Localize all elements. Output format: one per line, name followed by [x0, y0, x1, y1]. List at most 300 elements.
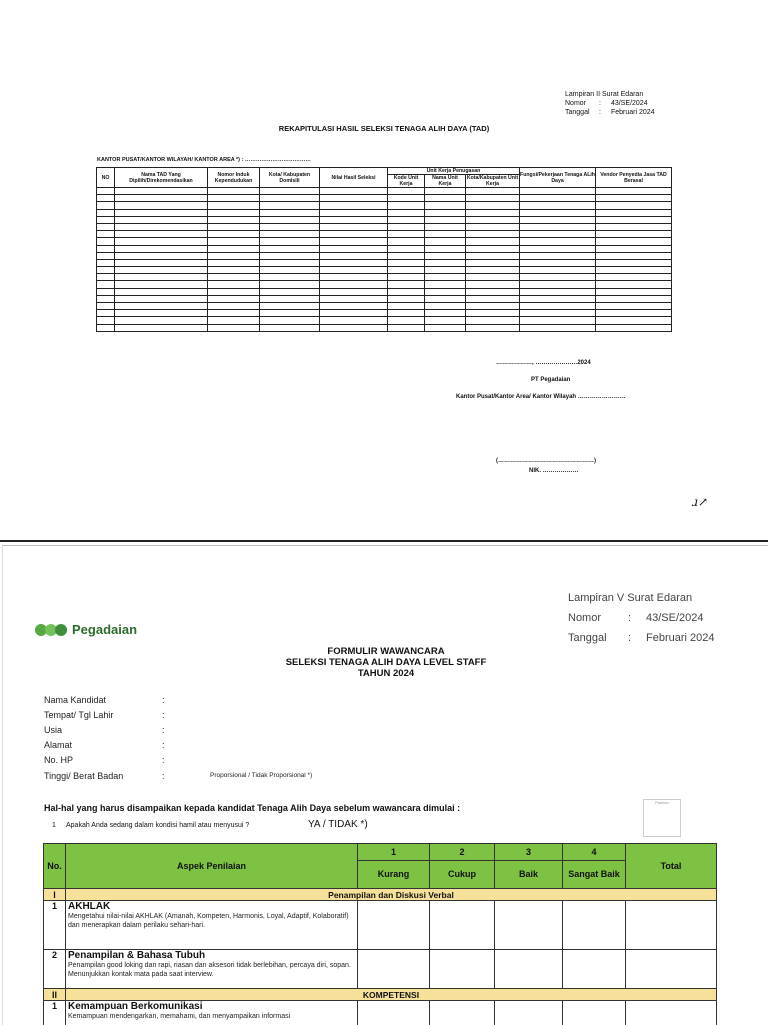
recap-cell[interactable] [520, 245, 596, 252]
recap-cell[interactable] [466, 274, 520, 281]
recap-cell[interactable] [260, 274, 320, 281]
recap-cell[interactable] [115, 288, 208, 295]
recap-cell[interactable] [320, 245, 388, 252]
recap-cell[interactable] [320, 252, 388, 259]
candidate-field [44, 753, 312, 768]
recap-cell[interactable] [596, 317, 672, 324]
recap-cell[interactable] [520, 252, 596, 259]
score-cell[interactable] [430, 901, 495, 950]
total-cell[interactable] [626, 901, 717, 950]
recap-cell[interactable] [208, 238, 260, 245]
recap-cell[interactable] [596, 223, 672, 230]
recap-cell[interactable] [388, 274, 425, 281]
recap-cell[interactable] [388, 288, 425, 295]
score-cell[interactable] [430, 1001, 495, 1025]
recap-cell[interactable] [425, 303, 466, 310]
score-cell[interactable] [495, 901, 563, 950]
recap-cell[interactable] [596, 245, 672, 252]
document-page-2 [2, 545, 768, 1025]
recap-cell[interactable] [97, 195, 115, 202]
recap-cell[interactable] [208, 231, 260, 238]
recap-cell[interactable] [208, 245, 260, 252]
recap-cell[interactable] [388, 267, 425, 274]
recap-cell[interactable] [425, 288, 466, 295]
aspect-number: 1 [44, 1001, 66, 1025]
aspect-cell [66, 901, 358, 950]
recap-empty-row [97, 223, 672, 230]
meta-row [568, 588, 715, 608]
recap-cell[interactable] [115, 252, 208, 259]
candidate-fields [44, 692, 312, 783]
col-subheader: Nama Unit Kerja [425, 175, 466, 188]
recap-cell[interactable] [320, 259, 388, 266]
candidate-field [44, 722, 312, 737]
recap-cell[interactable] [466, 295, 520, 302]
recap-cell[interactable] [260, 310, 320, 317]
total-cell[interactable] [626, 1001, 717, 1025]
recap-cell[interactable] [596, 288, 672, 295]
recap-cell[interactable] [97, 209, 115, 216]
recap-cell[interactable] [260, 288, 320, 295]
recap-cell[interactable] [320, 303, 388, 310]
recap-empty-row [97, 281, 672, 288]
recap-cell[interactable] [425, 245, 466, 252]
recap-cell[interactable] [520, 324, 596, 331]
recap-cell[interactable] [320, 295, 388, 302]
recap-cell[interactable] [425, 209, 466, 216]
col-no-header: No. [44, 844, 66, 889]
recap-cell[interactable] [596, 303, 672, 310]
recap-cell[interactable] [115, 281, 208, 288]
score-label: Baik [495, 860, 563, 888]
recap-cell[interactable] [260, 324, 320, 331]
recap-cell[interactable] [97, 267, 115, 274]
meta-sep: : [628, 628, 646, 648]
score-label: Sangat Baik [563, 860, 626, 888]
form-title-line: FORMULIR WAWANCARA [3, 646, 768, 657]
form-title-line: TAHUN 2024 [3, 668, 768, 679]
recap-cell[interactable] [115, 188, 208, 195]
recap-cell[interactable] [97, 252, 115, 259]
recap-cell[interactable] [320, 202, 388, 209]
recap-cell[interactable] [97, 202, 115, 209]
recap-cell[interactable] [520, 238, 596, 245]
recap-cell[interactable] [425, 324, 466, 331]
recap-cell[interactable] [97, 317, 115, 324]
recap-cell[interactable] [388, 202, 425, 209]
recap-cell[interactable] [466, 216, 520, 223]
recap-cell[interactable] [425, 195, 466, 202]
recap-cell[interactable] [260, 223, 320, 230]
recap-cell[interactable] [260, 252, 320, 259]
recap-cell[interactable] [320, 324, 388, 331]
recap-cell[interactable] [320, 231, 388, 238]
recap-cell[interactable] [388, 238, 425, 245]
recap-cell[interactable] [320, 188, 388, 195]
recap-cell[interactable] [320, 267, 388, 274]
recap-empty-row [97, 238, 672, 245]
recap-cell[interactable] [320, 209, 388, 216]
recap-cell[interactable] [596, 195, 672, 202]
recap-cell[interactable] [97, 295, 115, 302]
recap-cell[interactable] [596, 295, 672, 302]
recap-empty-row [97, 202, 672, 209]
recap-cell[interactable] [115, 195, 208, 202]
recap-cell[interactable] [520, 259, 596, 266]
recap-cell[interactable] [425, 216, 466, 223]
recap-cell[interactable] [115, 310, 208, 317]
recap-cell[interactable] [388, 281, 425, 288]
recap-cell[interactable] [425, 281, 466, 288]
recap-cell[interactable] [466, 310, 520, 317]
field-label: Tinggi/ Berat Badan [44, 771, 162, 781]
recap-empty-row [97, 274, 672, 281]
field-label: Usia [44, 725, 162, 735]
score-cell[interactable] [495, 950, 563, 989]
recap-cell[interactable] [115, 202, 208, 209]
recap-cell[interactable] [208, 267, 260, 274]
recap-cell[interactable] [208, 252, 260, 259]
recap-cell[interactable] [520, 231, 596, 238]
col-header: Unit Kerja Penugasan [388, 168, 520, 175]
recap-cell[interactable] [425, 202, 466, 209]
recap-cell[interactable] [388, 259, 425, 266]
recap-cell[interactable] [425, 238, 466, 245]
recap-cell[interactable] [260, 238, 320, 245]
recap-cell[interactable] [260, 259, 320, 266]
recap-cell[interactable] [97, 288, 115, 295]
recap-cell[interactable] [208, 288, 260, 295]
recap-cell[interactable] [320, 317, 388, 324]
recap-cell[interactable] [320, 281, 388, 288]
recap-cell[interactable] [466, 281, 520, 288]
recap-cell[interactable] [260, 188, 320, 195]
score-label: Cukup [430, 860, 495, 888]
field-colon: : [162, 740, 210, 750]
recap-empty-row [97, 245, 672, 252]
recap-cell[interactable] [596, 310, 672, 317]
recap-cell[interactable] [466, 202, 520, 209]
recap-cell[interactable] [208, 274, 260, 281]
recap-cell[interactable] [425, 310, 466, 317]
recap-empty-row [97, 188, 672, 195]
recap-cell[interactable] [388, 188, 425, 195]
score-cell[interactable] [430, 950, 495, 989]
recap-cell[interactable] [596, 216, 672, 223]
recap-cell[interactable] [388, 317, 425, 324]
recap-cell[interactable] [466, 188, 520, 195]
recap-cell[interactable] [520, 267, 596, 274]
recap-cell[interactable] [596, 259, 672, 266]
section-row [44, 989, 717, 1001]
recap-cell[interactable] [425, 223, 466, 230]
recap-empty-row [97, 216, 672, 223]
recap-cell[interactable] [596, 209, 672, 216]
recap-cell[interactable] [388, 310, 425, 317]
recap-cell[interactable] [115, 216, 208, 223]
recap-table-body [97, 188, 672, 332]
recap-cell[interactable] [320, 274, 388, 281]
recap-cell[interactable] [115, 267, 208, 274]
recap-cell[interactable] [97, 303, 115, 310]
recap-cell[interactable] [208, 209, 260, 216]
recap-cell[interactable] [388, 245, 425, 252]
recap-empty-row [97, 288, 672, 295]
recap-cell[interactable] [466, 317, 520, 324]
col-header: Nilai Hasil Seleksi [320, 168, 388, 188]
recap-cell[interactable] [425, 188, 466, 195]
aspect-row [44, 950, 717, 989]
score-cell[interactable] [563, 1001, 626, 1025]
col-header: Vendor Penyedia Jasa TAD Berasal [596, 168, 672, 188]
col-aspect-header: Aspek Penilaian [66, 844, 358, 889]
recap-cell[interactable] [208, 259, 260, 266]
recap-cell[interactable] [97, 223, 115, 230]
recap-cell[interactable] [115, 209, 208, 216]
recap-cell[interactable] [466, 324, 520, 331]
recap-cell[interactable] [388, 216, 425, 223]
recap-cell[interactable] [466, 252, 520, 259]
total-cell[interactable] [626, 950, 717, 989]
recap-cell[interactable] [520, 188, 596, 195]
question-text: Apakah Anda sedang dalam kondisi hamil atau menyusui ? [66, 822, 308, 829]
score-label: Kurang [358, 860, 430, 888]
candidate-field [44, 707, 312, 722]
recap-cell[interactable] [466, 259, 520, 266]
recap-cell[interactable] [388, 324, 425, 331]
meta-row [565, 108, 655, 117]
logo-icon [35, 623, 67, 637]
recap-cell[interactable] [208, 188, 260, 195]
recap-cell[interactable] [115, 259, 208, 266]
recap-cell[interactable] [425, 252, 466, 259]
recap-cell[interactable] [97, 259, 115, 266]
score-cell[interactable] [563, 950, 626, 989]
field-colon: : [162, 725, 210, 735]
recap-empty-row [97, 259, 672, 266]
recap-cell[interactable] [466, 267, 520, 274]
recap-cell[interactable] [97, 310, 115, 317]
col-total-header: Total [626, 844, 717, 889]
recap-cell[interactable] [260, 267, 320, 274]
recap-cell[interactable] [425, 295, 466, 302]
recap-cell[interactable] [520, 202, 596, 209]
recap-header-row [97, 168, 672, 175]
section-number: I [44, 889, 66, 901]
recap-cell[interactable] [115, 303, 208, 310]
recap-cell[interactable] [97, 274, 115, 281]
recap-cell[interactable] [97, 324, 115, 331]
recap-cell[interactable] [208, 223, 260, 230]
recap-cell[interactable] [520, 216, 596, 223]
score-cell[interactable] [358, 901, 430, 950]
recap-cell[interactable] [320, 223, 388, 230]
recap-cell[interactable] [466, 288, 520, 295]
recap-cell[interactable] [388, 209, 425, 216]
field-value[interactable]: Proporsional / Tidak Proporsional *) [210, 772, 312, 779]
recap-cell[interactable] [115, 324, 208, 331]
recap-cell[interactable] [425, 317, 466, 324]
field-label: Alamat [44, 740, 162, 750]
question-row [52, 819, 368, 830]
attachment-meta [565, 90, 655, 117]
col-header: Nama TAD Yang Dipilih/Direkomendasikan [115, 168, 208, 188]
recap-title: REKAPITULASI HASIL SELEKSI TENAGA ALIH DAYA (TAD) [0, 124, 768, 133]
recap-cell[interactable] [208, 310, 260, 317]
recap-cell[interactable] [520, 274, 596, 281]
recap-cell[interactable] [115, 231, 208, 238]
recap-cell[interactable] [320, 310, 388, 317]
recap-cell[interactable] [320, 238, 388, 245]
recap-cell[interactable] [260, 202, 320, 209]
recap-empty-row [97, 324, 672, 331]
recap-empty-row [97, 303, 672, 310]
recap-empty-row [97, 231, 672, 238]
recap-cell[interactable] [260, 231, 320, 238]
aspect-description: Penampilan good loking dan rapi, riasan dan aksesori tidak berlebihan, percaya diri, sopan. Menunjukkan kontak mata pada saat interview. [68, 961, 357, 979]
recap-cell[interactable] [208, 281, 260, 288]
recap-cell[interactable] [115, 317, 208, 324]
recap-cell[interactable] [520, 195, 596, 202]
recap-cell[interactable] [466, 238, 520, 245]
recap-cell[interactable] [208, 317, 260, 324]
aspect-title: Kemampuan Berkomunikasi [68, 1001, 357, 1012]
recap-empty-row [97, 310, 672, 317]
recap-cell[interactable] [520, 223, 596, 230]
recap-cell[interactable] [520, 209, 596, 216]
recap-cell[interactable] [596, 274, 672, 281]
recap-cell[interactable] [388, 303, 425, 310]
recap-cell[interactable] [115, 245, 208, 252]
recap-cell[interactable] [320, 216, 388, 223]
recap-cell[interactable] [466, 223, 520, 230]
candidate-field [44, 768, 312, 783]
recap-cell[interactable] [208, 303, 260, 310]
score-cell[interactable] [358, 950, 430, 989]
recap-cell[interactable] [596, 252, 672, 259]
recap-cell[interactable] [260, 216, 320, 223]
meta-label: Lampiran V Surat Edaran [568, 588, 692, 608]
field-label: Nama Kandidat [44, 695, 162, 705]
recap-cell[interactable] [596, 324, 672, 331]
recap-empty-row [97, 317, 672, 324]
pegadaian-logo [35, 622, 137, 637]
recap-cell[interactable] [425, 274, 466, 281]
recap-cell[interactable] [466, 231, 520, 238]
recap-cell[interactable] [320, 195, 388, 202]
col-header: NO [97, 168, 115, 188]
recap-cell[interactable] [466, 245, 520, 252]
meta-sep: : [628, 608, 646, 628]
score-cell[interactable] [563, 901, 626, 950]
score-number: 4 [563, 844, 626, 861]
recap-cell[interactable] [97, 188, 115, 195]
recap-cell[interactable] [596, 238, 672, 245]
meta-row [565, 99, 655, 108]
office-line: KANTOR PUSAT/KANTOR WILAYAH/ KANTOR AREA *) : ……………………………… [97, 157, 311, 163]
meta-sep: : [599, 99, 611, 108]
recap-cell[interactable] [596, 281, 672, 288]
recap-cell[interactable] [466, 195, 520, 202]
recap-cell[interactable] [97, 216, 115, 223]
recap-cell[interactable] [388, 231, 425, 238]
recap-cell[interactable] [208, 216, 260, 223]
aspect-description: Kemampuan mendengarkan, memahami, dan menyampaikan informasi [68, 1012, 357, 1021]
score-cell[interactable] [358, 1001, 430, 1025]
recap-cell[interactable] [97, 231, 115, 238]
attachment-meta [568, 588, 715, 648]
recap-cell[interactable] [425, 267, 466, 274]
recap-cell[interactable] [520, 288, 596, 295]
aspect-description: Mengetahui nilai-nilai AKHLAK (Amanah, Kompeten, Harmonis, Loyal, Adaptif, Kolaboratif) dan menerapkan dalam perilaku sehari-hari. [68, 912, 357, 930]
recap-cell[interactable] [208, 295, 260, 302]
recap-cell[interactable] [520, 281, 596, 288]
recap-cell[interactable] [520, 295, 596, 302]
recap-cell[interactable] [596, 267, 672, 274]
recap-cell[interactable] [97, 238, 115, 245]
question-number: 1 [52, 822, 66, 829]
recap-cell[interactable] [115, 295, 208, 302]
recap-cell[interactable] [388, 223, 425, 230]
interview-score-table [43, 843, 717, 1025]
recap-cell[interactable] [520, 303, 596, 310]
recap-cell[interactable] [596, 202, 672, 209]
recap-cell[interactable] [208, 324, 260, 331]
recap-cell[interactable] [425, 231, 466, 238]
recap-cell[interactable] [260, 245, 320, 252]
recap-cell[interactable] [388, 195, 425, 202]
recap-cell[interactable] [466, 209, 520, 216]
section-number: II [44, 989, 66, 1001]
recap-cell[interactable] [115, 238, 208, 245]
score-number: 2 [430, 844, 495, 861]
recap-cell[interactable] [388, 252, 425, 259]
recap-cell[interactable] [97, 281, 115, 288]
recap-cell[interactable] [320, 288, 388, 295]
recap-cell[interactable] [208, 202, 260, 209]
meta-sep: : [599, 108, 611, 117]
meta-label: Tanggal [568, 628, 628, 648]
recap-cell[interactable] [388, 295, 425, 302]
recap-cell[interactable] [260, 195, 320, 202]
recap-cell[interactable] [260, 295, 320, 302]
question-answer[interactable]: YA / TIDAK *) [308, 819, 368, 830]
recap-cell[interactable] [260, 209, 320, 216]
recap-empty-row [97, 252, 672, 259]
recap-cell[interactable] [425, 259, 466, 266]
recap-cell[interactable] [260, 303, 320, 310]
meta-label: Nomor [568, 608, 628, 628]
score-number: 1 [358, 844, 430, 861]
recap-cell[interactable] [260, 281, 320, 288]
recap-cell[interactable] [596, 188, 672, 195]
field-label: Tempat/ Tgl Lahir [44, 710, 162, 720]
meta-value: Februari 2024 [611, 108, 655, 117]
meta-label: Tanggal [565, 108, 599, 117]
recap-cell[interactable] [520, 310, 596, 317]
recap-cell[interactable] [115, 223, 208, 230]
form-title-line: SELEKSI TENAGA ALIH DAYA LEVEL STAFF [3, 657, 768, 668]
recap-cell[interactable] [208, 195, 260, 202]
office-signature-line: Kantor Pusat/Kantor Area/ Kantor Wilayah …………………… [456, 394, 626, 400]
recap-cell[interactable] [596, 231, 672, 238]
recap-cell[interactable] [520, 317, 596, 324]
recap-cell[interactable] [115, 274, 208, 281]
recap-cell[interactable] [97, 245, 115, 252]
recap-cell[interactable] [260, 317, 320, 324]
recap-cell[interactable] [466, 303, 520, 310]
score-cell[interactable] [495, 1001, 563, 1025]
